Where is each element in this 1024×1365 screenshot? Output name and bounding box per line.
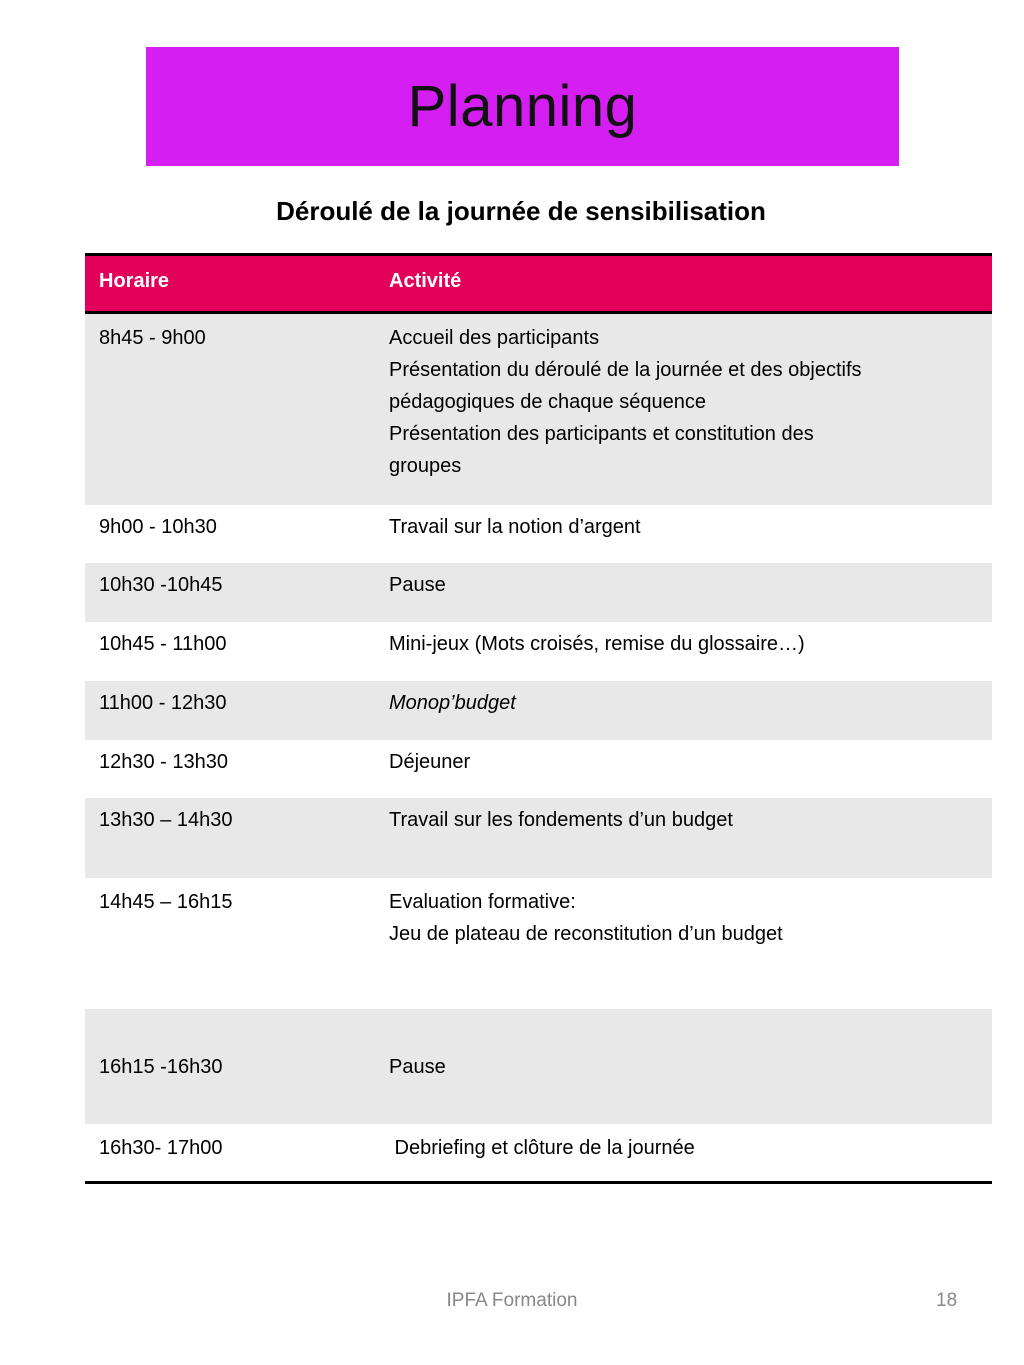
header-activite: Activité [389, 270, 462, 292]
activity-cell: Déjeuner [389, 751, 471, 773]
header-horaire: Horaire [99, 270, 170, 292]
table-row [85, 878, 992, 1009]
activity-line: pédagogiques de chaque séquence [389, 391, 706, 413]
time-cell: 14h45 – 16h15 [99, 891, 233, 913]
table-row [85, 798, 992, 878]
footer-organization: IPFA Formation [446, 1290, 578, 1311]
activity-cell: Travail sur la notion d’argent [389, 516, 641, 538]
table-row [85, 740, 992, 798]
activity-cell: Travail sur les fondements d’un budget [389, 809, 733, 831]
title-banner [146, 47, 899, 166]
activity-cell: Debriefing et clôture de la journée [389, 1137, 695, 1159]
time-cell: 11h00 - 12h30 [99, 692, 227, 714]
time-cell: 9h00 - 10h30 [99, 516, 217, 538]
table-row [85, 681, 992, 740]
table-header-row [85, 256, 992, 314]
activity-line: Jeu de plateau de reconstitution d’un budget [389, 923, 783, 945]
table-row [85, 505, 992, 563]
table-row [85, 1009, 992, 1124]
time-cell: 10h30 -10h45 [99, 574, 223, 596]
table-row [85, 1124, 992, 1181]
schedule-table [85, 253, 992, 1184]
activity-cell: Monop’budget [389, 692, 516, 714]
time-cell: 8h45 - 9h00 [99, 327, 206, 349]
page-number: 18 [936, 1290, 958, 1311]
activity-cell: Mini-jeux (Mots croisés, remise du glossaire…) [389, 633, 805, 655]
time-cell: 10h45 - 11h00 [99, 633, 227, 655]
time-cell: 13h30 – 14h30 [99, 809, 233, 831]
activity-cell [375, 878, 992, 1009]
table-row [85, 622, 992, 681]
activity-cell [375, 314, 992, 505]
activity-line: Présentation des participants et constitution des [389, 423, 814, 445]
activity-line: Présentation du déroulé de la journée et des objectifs [389, 359, 862, 381]
time-cell: 16h30- 17h00 [99, 1137, 223, 1159]
table-row [85, 563, 992, 622]
activity-cell: Pause [389, 574, 446, 596]
page-title: Planning [407, 74, 638, 139]
table-caption: Déroulé de la journée de sensibilisation [276, 196, 766, 226]
activity-line: Accueil des participants [389, 327, 600, 349]
activity-cell: Pause [389, 1055, 446, 1078]
time-cell: 16h15 -16h30 [99, 1055, 223, 1078]
time-cell: 12h30 - 13h30 [99, 751, 229, 773]
table-row [85, 314, 992, 505]
activity-line: groupes [389, 455, 462, 477]
activity-line: Evaluation formative: [389, 891, 576, 913]
